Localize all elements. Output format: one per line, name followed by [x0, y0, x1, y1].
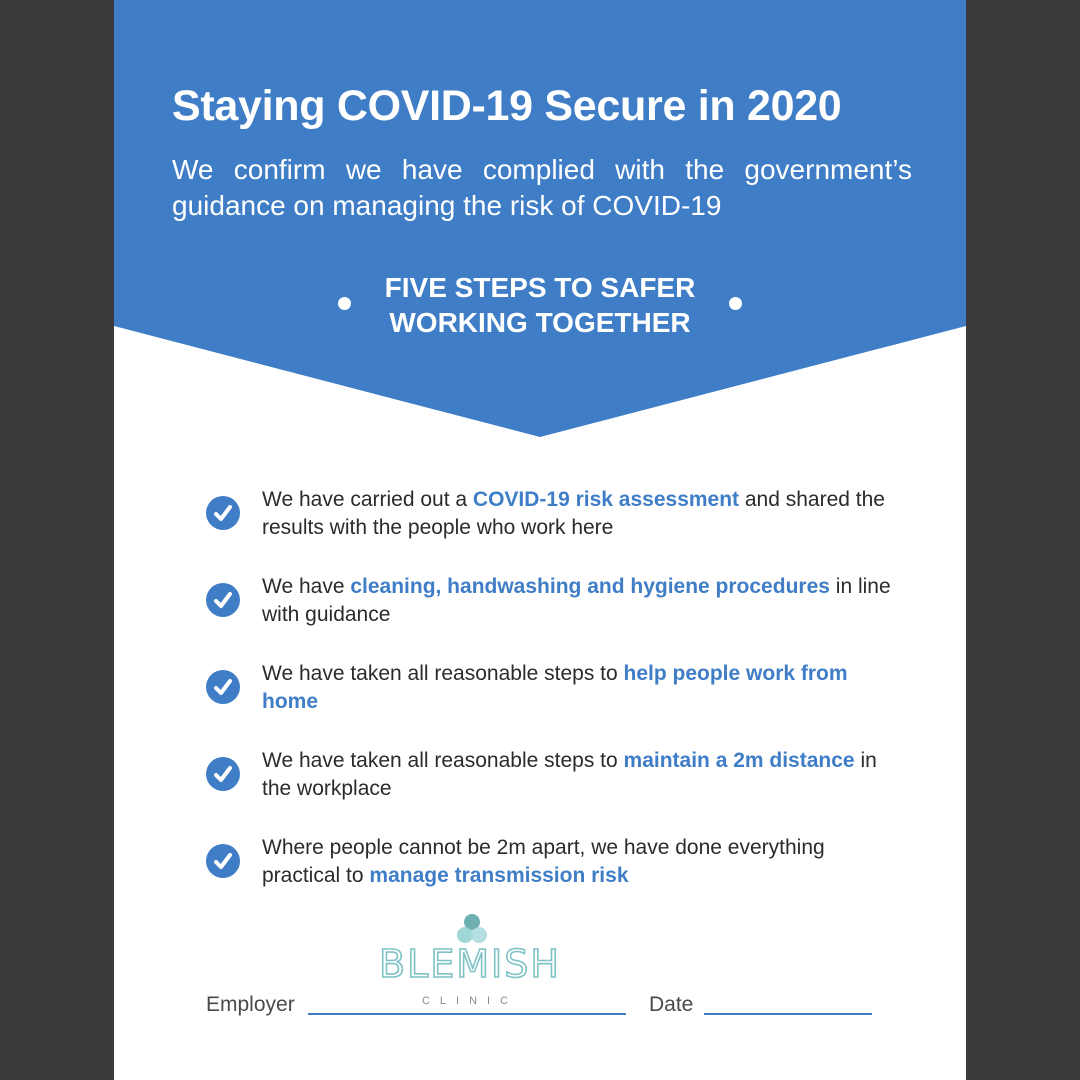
step-item [206, 834, 906, 921]
five-steps-line-1: FIVE STEPS TO SAFER [384, 272, 696, 303]
five-steps-heading [334, 270, 746, 340]
step-text [262, 747, 902, 803]
check-circle-icon [206, 670, 240, 704]
check-circle-icon [206, 757, 240, 791]
page-title: Staying COVID-19 Secure in 2020 [172, 82, 842, 130]
step-highlight: help people work from home [262, 662, 848, 713]
page-subtitle: We confirm we have complied with the government’s guidance on managing the risk of COVID-19 [172, 154, 912, 221]
step-text [262, 834, 902, 890]
step-highlight: cleaning, handwashing and hygiene procedures [350, 575, 830, 598]
step-item [206, 747, 906, 834]
five-steps-line-2: WORKING TOGETHER [389, 307, 691, 338]
step-text-before: We have [262, 575, 351, 598]
step-text-after: in line with guidance [262, 575, 891, 626]
step-text [262, 486, 902, 542]
employer-label: Employer [206, 993, 295, 1016]
bullet-dot-icon [729, 297, 742, 310]
step-item [206, 660, 906, 747]
step-text-after: in the workplace [262, 749, 877, 800]
step-text-before: We have taken all reasonable steps to [262, 662, 624, 685]
step-text-before: We have taken all reasonable steps to [262, 749, 624, 772]
step-text-after: and shared the results with the people who work here [262, 488, 885, 539]
logo-wordmark: BLEMISH [379, 942, 561, 986]
logo-subtitle: CLINIC [421, 995, 519, 1007]
step-text-before: Where people cannot be 2m apart, we have done everything practical to [262, 836, 825, 887]
step-text [262, 573, 902, 629]
step-highlight: COVID-19 risk assessment [472, 488, 740, 511]
step-text [262, 660, 902, 716]
date-signature-line [704, 1013, 872, 1015]
step-item [206, 573, 906, 660]
bullet-dot-icon [338, 297, 351, 310]
blemish-clinic-logo [370, 912, 570, 1012]
check-circle-icon [206, 583, 240, 617]
date-label: Date [649, 993, 694, 1016]
covid-secure-poster [114, 0, 966, 1080]
check-circle-icon [206, 496, 240, 530]
check-circle-icon [206, 844, 240, 878]
step-highlight: maintain a 2m distance [623, 749, 855, 772]
step-highlight: manage transmission risk [369, 864, 629, 887]
steps-list [206, 486, 906, 921]
employer-signature-line [308, 1013, 626, 1015]
step-item [206, 486, 906, 573]
step-text-before: We have carried out a [262, 488, 473, 511]
